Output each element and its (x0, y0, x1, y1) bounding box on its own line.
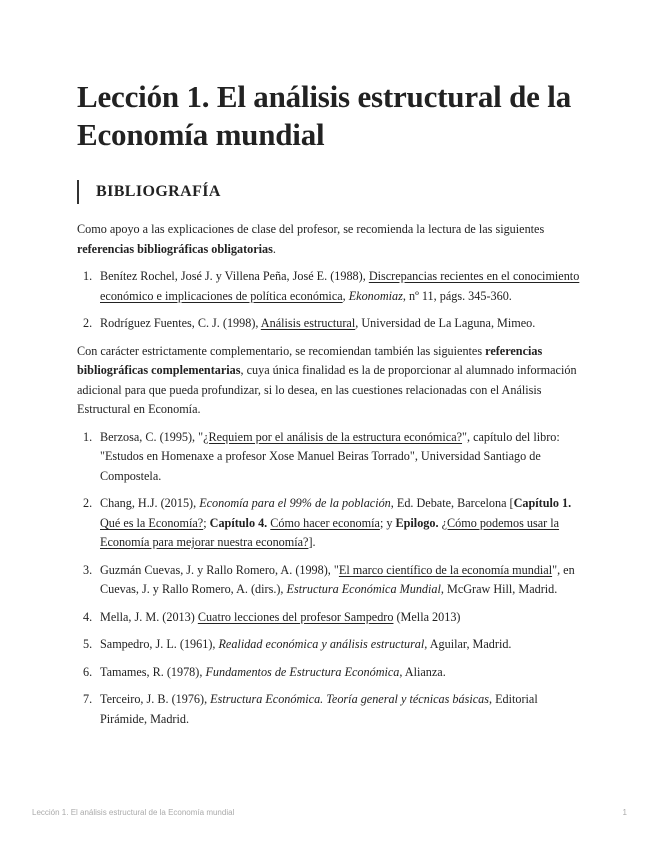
reference-text: Sampedro, J. L. (1961), (100, 637, 219, 651)
complement-bold: referencias bibliográficas complementarias (77, 343, 543, 377)
list-number: 7. (83, 692, 93, 706)
section-heading: BIBLIOGRAFÍA (96, 183, 221, 200)
page-footer (32, 808, 627, 817)
reference-details: , Universidad de La Laguna, Mimeo. (355, 316, 536, 330)
list-item (77, 561, 582, 600)
intro-end: . (272, 241, 276, 256)
reference-text: , Alianza. (399, 664, 446, 679)
list-number: 2. (83, 496, 93, 510)
list-number: 1. (83, 269, 93, 283)
reference-text: , McGraw Hill, Madrid. (440, 582, 558, 596)
reference-title: Fundamentos de Estructura Económica (205, 664, 400, 679)
reference-text: Tamames, R. (1978), (100, 664, 206, 679)
list-item (77, 608, 582, 628)
list-item (77, 314, 582, 334)
list-item (77, 635, 582, 655)
chapter-link[interactable]: Qué es la Economía? (100, 515, 204, 530)
intro-text: Como apoyo a las explicaciones de clase del profesor, se recomienda la lectura de las siguientes (77, 222, 545, 236)
complement-end: , cuya única finalidad es la de proporcionar al alumnado información adicional para que pueda profundizar, si lo desea, en las cuestiones relacionadas con el Análisis Estructural en Economía. (77, 363, 577, 416)
section-heading-block (77, 180, 221, 204)
chapter-link[interactable]: ¿Cómo podemos usar la Economía para mejorar nuestra economía? (100, 515, 560, 549)
reference-text: ; (203, 515, 210, 530)
reference-text: ", en Cuevas, J. y Rallo Romero, A. (dirs.), (100, 562, 575, 596)
list-number: 5. (83, 637, 93, 651)
chapter-link[interactable]: Cómo hacer economía (270, 515, 380, 530)
list-item (77, 690, 582, 729)
list-number: 3. (83, 562, 93, 577)
intro-paragraph (77, 220, 582, 259)
reference-author: Rodríguez Fuentes, C. J. (1998), (100, 316, 261, 330)
list-item (77, 428, 582, 487)
complement-text: Con carácter estrictamente complementario, se recomiendan también las siguientes (77, 343, 486, 358)
reference-link[interactable]: Cuatro lecciones del profesor Sampedro (197, 609, 394, 624)
reference-text: , Editorial Pirámide, Madrid. (100, 692, 538, 726)
reference-text: Mella, J. M. (2013) (100, 609, 198, 624)
reference-link[interactable]: Análisis estructural (260, 316, 356, 330)
chapter-label: Capítulo 4. (209, 515, 268, 530)
list-item (77, 494, 582, 553)
reference-separator: , (342, 288, 349, 303)
list-number: 6. (83, 664, 93, 679)
reference-link[interactable]: ¿Requiem por el análisis de la estructura económica? (203, 429, 463, 444)
reference-title: Estructura Económica. Teoría general y técnicas básicas (210, 692, 489, 706)
reference-text: , Aguilar, Madrid. (424, 637, 512, 651)
reference-text: ; y (379, 515, 396, 530)
reference-title: Estructura Económica Mundial (286, 582, 441, 596)
reference-title: Realidad económica y análisis estructural (218, 637, 425, 651)
reference-text: , Ed. Debate, Barcelona [ (390, 496, 514, 510)
list-item (77, 663, 582, 683)
reference-text: Terceiro, J. B. (1976), (100, 692, 211, 706)
list-number: 4. (83, 609, 93, 624)
list-number: 2. (83, 316, 93, 330)
reference-link[interactable]: El marco científico de la economía mundial (338, 562, 553, 577)
reference-text: Berzosa, C. (1995), " (100, 429, 204, 444)
reference-text: Chang, H.J. (2015), (100, 496, 200, 510)
reference-journal: Ekonomiaz (348, 288, 403, 303)
reference-text: ]. (308, 535, 316, 549)
list-item (77, 267, 582, 306)
intro-bold: referencias bibliográficas obligatorias (77, 241, 273, 256)
chapter-label: Capítulo 1. (513, 496, 572, 510)
reference-details: , nº 11, págs. 345-360. (402, 288, 512, 303)
page-number: 1 (622, 808, 627, 817)
chapter-label: Epilogo. (395, 515, 439, 530)
required-references-list (77, 267, 582, 334)
reference-text: Guzmán Cuevas, J. y Rallo Romero, A. (1998), " (100, 562, 339, 577)
page-title: Lección 1. El análisis estructural de la Economía mundial (77, 79, 572, 152)
reference-title: Economía para el 99% de la población (199, 496, 391, 510)
complementary-references-list (77, 428, 582, 730)
main-content (77, 220, 582, 737)
footer-title: Lección 1. El análisis estructural de la Economía mundial (32, 808, 235, 817)
list-number: 1. (83, 429, 93, 444)
reference-text: ", capítulo del libro: "Estudos en Homenaxe a profesor Xose Manuel Beiras Torrado", Universidad Santiago de Compostela. (100, 429, 560, 483)
reference-text: (Mella 2013) (393, 609, 461, 624)
reference-author: Benítez Rochel, José J. y Villena Peña, José E. (1988), (100, 269, 369, 283)
complementary-intro-paragraph (77, 342, 582, 420)
reference-link[interactable]: Discrepancias recientes en el conocimiento económico e implicaciones de política económica (100, 269, 580, 303)
